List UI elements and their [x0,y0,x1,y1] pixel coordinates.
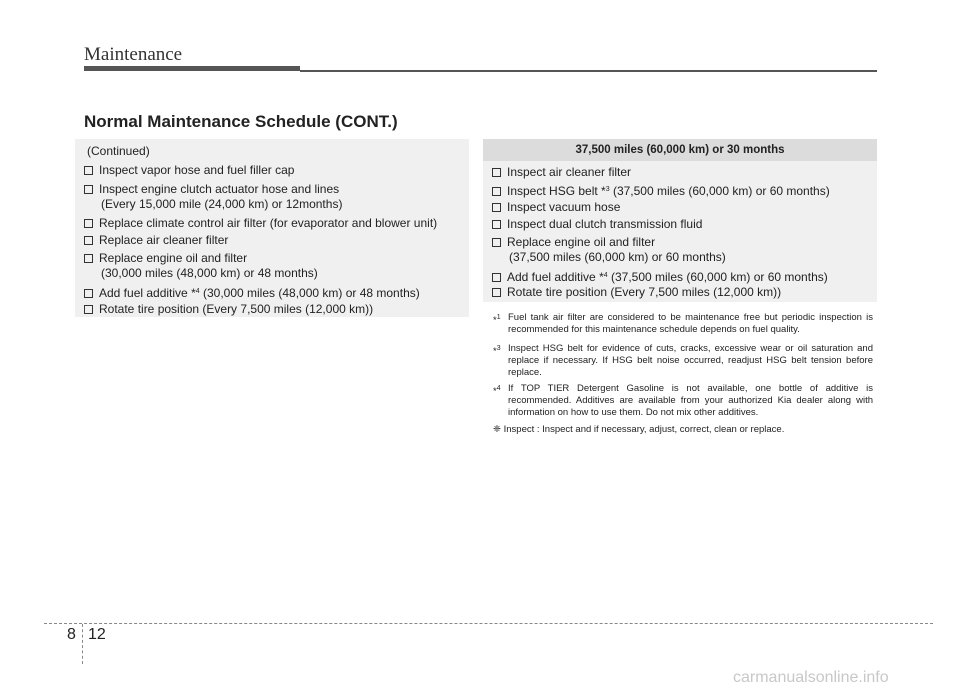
list-item-text: Rotate tire position (Every 7,500 miles (12,000 km)) [507,285,782,299]
list-item-text: Inspect air cleaner filter [507,165,632,179]
footnote-text: If TOP TIER Detergent Gasoline is not available, one bottle of additive is recommended. Additives are available from your authorized Kia dealer along with information on how to use them. Do not mix other additives. [508,383,873,418]
chapter-number: 8 [67,626,76,643]
footer-dashed-rule [44,623,933,624]
list-item [492,285,781,300]
footnote-ref: 4 [603,272,608,279]
checkbox-icon [84,219,93,228]
checkbox-icon [492,187,501,196]
interval-heading: 37,500 miles (60,000 km) or 30 months [483,139,877,161]
footnote [493,343,873,379]
list-item-text: Inspect dual clutch transmission fluid [507,217,703,231]
list-item-text: (37,500 miles (60,000 km) or 60 months) [607,270,828,284]
list-item [492,165,631,180]
list-item [492,235,726,265]
inspect-note-text: Inspect : Inspect and if necessary, adjust, correct, clean or replace. [503,424,785,435]
footnote-text: Fuel tank air filter are considered to be maintenance free but periodic inspection is recommended for this maintenance schedule depends on fuel quality. [508,312,873,335]
list-item-text: Replace air cleaner filter [99,233,229,247]
checkbox-icon [492,288,501,297]
list-item-text: Inspect vapor hose and fuel filler cap [99,163,295,177]
footnote-mark: *$^1$ [493,314,501,326]
list-item-text: Add fuel additive * [99,286,196,300]
list-item [84,216,437,231]
checkbox-icon [492,273,501,282]
list-item [492,200,620,215]
list-item [84,233,228,248]
inspect-note [493,424,873,436]
list-item [84,302,373,317]
list-item-text: Inspect vacuum hose [507,200,621,214]
list-item-text: Inspect HSG belt * [507,184,606,198]
section-title: Normal Maintenance Schedule (CONT.) [84,112,398,131]
header-rule-thick [84,66,300,71]
watermark: carmanualsonline.info [733,669,889,686]
list-item [84,182,342,212]
page-number: 12 [88,626,106,643]
checkbox-icon [84,236,93,245]
checkbox-icon [84,166,93,175]
checkbox-icon [84,305,93,314]
checkbox-icon [492,203,501,212]
footnote-mark: *$^4$ [493,385,501,397]
list-item-subtext: (30,000 miles (48,000 km) or 48 months) [101,266,318,280]
checkbox-icon [84,185,93,194]
list-item-subtext: (37,500 miles (60,000 km) or 60 months) [509,250,726,264]
list-item-text: (30,000 miles (48,000 km) or 48 months) [199,286,420,300]
list-item-text: Add fuel additive * [507,270,604,284]
checkbox-icon [84,289,93,298]
list-item-subtext: (Every 15,000 mile (24,000 km) or 12months) [101,197,343,211]
list-item-text: Replace engine oil and filter [507,235,656,249]
list-item [84,251,318,281]
list-item-text: Rotate tire position (Every 7,500 miles (12,000 km)) [99,302,374,316]
footnote [493,383,873,419]
header-title: Maintenance [84,44,183,65]
list-item [84,163,294,178]
list-item-text: (37,500 miles (60,000 km) or 60 months) [609,184,830,198]
list-item-text: Inspect engine clutch actuator hose and lines [99,182,340,196]
footnote-mark: *$^3$ [493,345,501,357]
footnote-ref: 3 [605,186,610,193]
checkbox-icon [84,254,93,263]
footnote-ref: 4 [195,288,200,295]
continued-label: (Continued) [87,144,150,158]
footnote [493,312,873,336]
list-item [492,182,830,199]
checkbox-icon [492,220,501,229]
continued-schedule-panel [75,139,469,317]
list-item-text: Replace climate control air filter (for evaporator and blower unit) [99,216,438,230]
footer-divider [82,624,83,664]
list-item [492,268,828,285]
footnote-text: Inspect HSG belt for evidence of cuts, cracks, excessive wear or oil saturation and replace if necessary. If HSG belt noise occurred, readjust HSG belt tension before replace. [508,343,873,378]
list-item [492,217,702,232]
list-item-text: Replace engine oil and filter [99,251,248,265]
interval-schedule-panel [483,139,877,302]
checkbox-icon [492,238,501,247]
list-item [84,284,420,301]
header-rule-thin [300,70,877,72]
checkbox-icon [492,168,501,177]
inspect-note-icon: ❈ [493,424,501,435]
